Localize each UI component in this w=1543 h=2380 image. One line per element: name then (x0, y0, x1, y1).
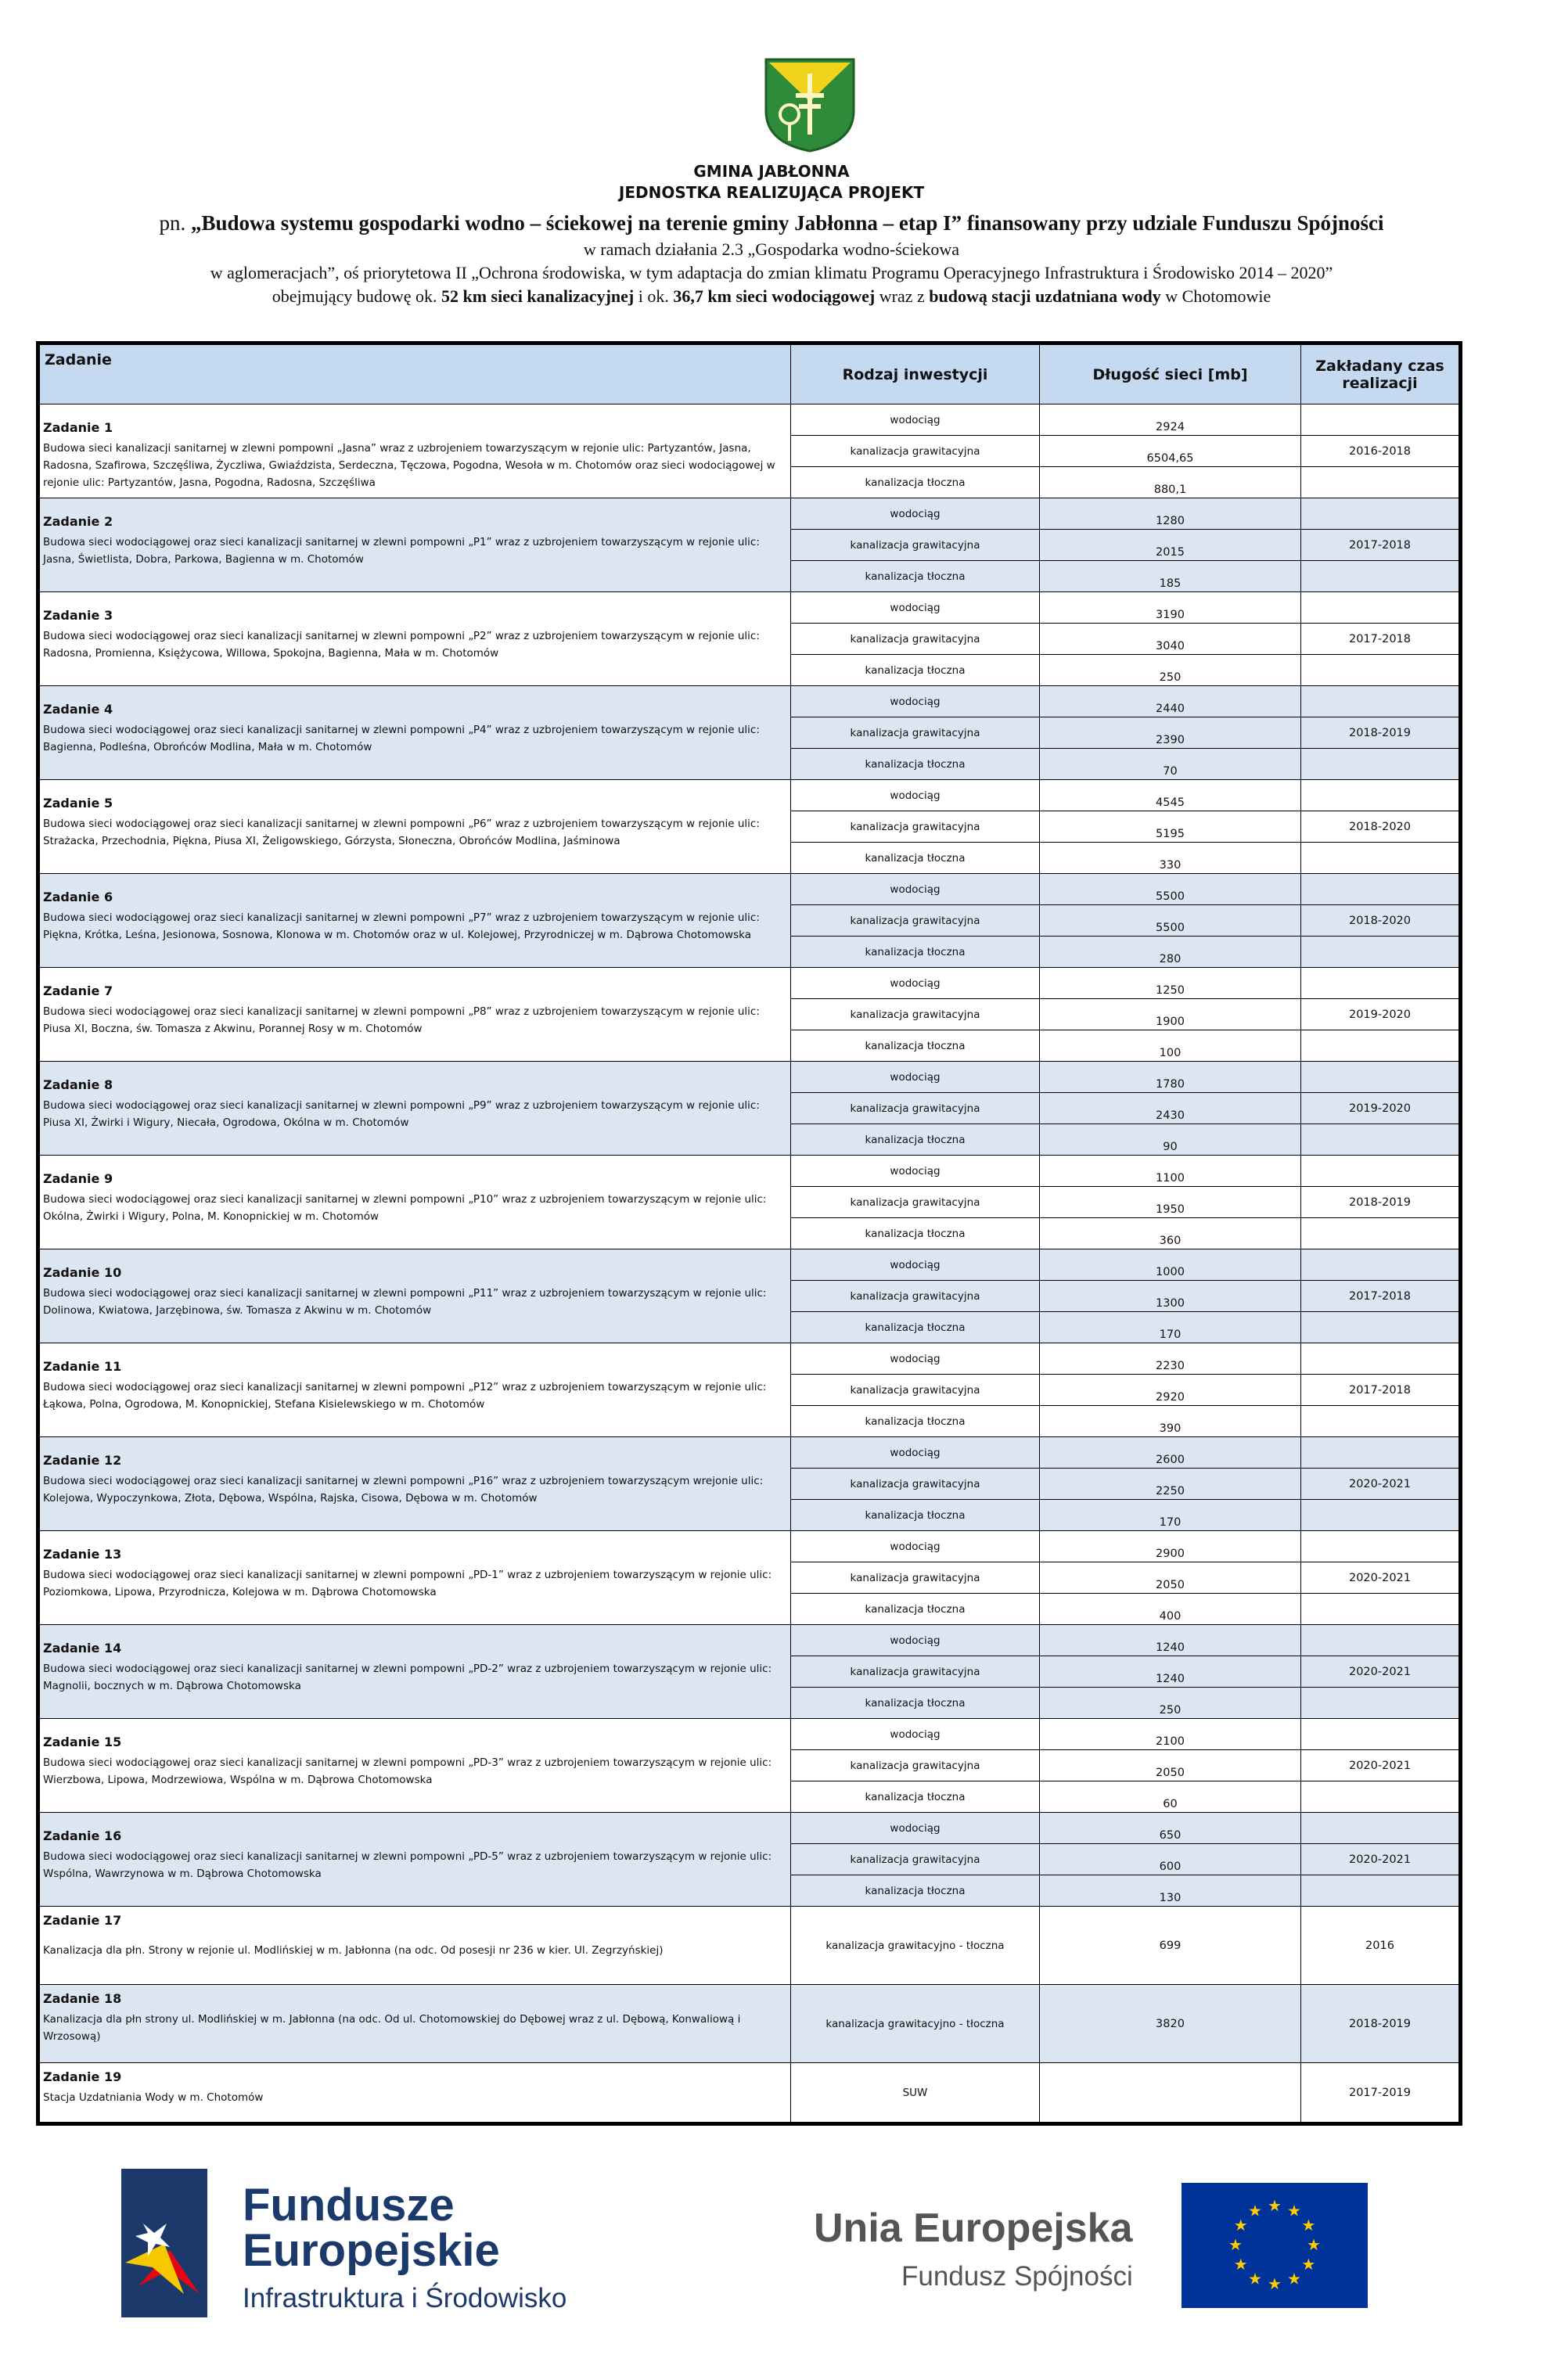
eu-star-icon: ★ (1228, 2237, 1243, 2254)
task-description-cell (38, 404, 791, 498)
network-length: 1280 (1040, 498, 1301, 530)
realization-period: 2019-2020 (1301, 1093, 1461, 1124)
investment-type: wodociąg (791, 1156, 1040, 1187)
empty-cell (1301, 1688, 1461, 1719)
investment-type: kanalizacja tłoczna (791, 1500, 1040, 1531)
task-title: Zadanie 18 (43, 1991, 122, 2006)
investment-type: wodociąg (791, 404, 1040, 436)
realization-period: 2016-2018 (1301, 436, 1461, 467)
task-description-cell (38, 1907, 791, 1985)
task-description-cell (38, 1531, 791, 1625)
network-length: 5500 (1040, 905, 1301, 937)
empty-cell (1301, 498, 1461, 530)
task-description: Budowa sieci wodociągowej oraz sieci kanalizacji sanitarnej w zlewni pompowni „PD-1” wraz z uzbrojeniem towarzyszącym w rejonie ulic: Poziomkowa, Lipowa, Przyrodnicza, Kolejowa w m. Dąbrowa Chotomowska (43, 1569, 772, 1598)
network-length: 1100 (1040, 1156, 1301, 1187)
task-title: Zadanie 9 (43, 1171, 113, 1186)
task-description: Budowa sieci wodociągowej oraz sieci kanalizacji sanitarnej w zlewni pompowni „P1” wraz z uzbrojeniem towarzyszącym w rejonie ulic: Jasna, Świetlista, Dobra, Parkowa, Bagienna w m. Chotomów (43, 536, 760, 566)
network-length: 5500 (1040, 874, 1301, 905)
eu-star-icon: ★ (1268, 2276, 1282, 2293)
table-row (38, 2063, 1461, 2124)
investment-type: wodociąg (791, 498, 1040, 530)
task-description-cell (38, 1813, 791, 1907)
table-header (38, 343, 1461, 404)
network-length: 360 (1040, 1218, 1301, 1249)
col-czas-realizacji: Zakładany czas realizacji (1301, 343, 1461, 404)
investment-type: wodociąg (791, 968, 1040, 999)
network-length: 60 (1040, 1781, 1301, 1813)
task-description-cell (38, 1437, 791, 1531)
table-row (38, 1531, 1461, 1562)
empty-cell (1301, 1030, 1461, 1062)
realization-period: 2019-2020 (1301, 999, 1461, 1030)
table-row (38, 1156, 1461, 1187)
empty-cell (1301, 874, 1461, 905)
empty-cell (1301, 749, 1461, 780)
fundusze-europejskie-logo (121, 2169, 622, 2325)
network-length: 2900 (1040, 1531, 1301, 1562)
realization-period: 2017-2018 (1301, 1281, 1461, 1312)
investment-type: wodociąg (791, 1343, 1040, 1375)
table-row (38, 404, 1461, 436)
investment-type: wodociąg (791, 1719, 1040, 1750)
task-description-cell (38, 780, 791, 874)
investment-type: kanalizacja tłoczna (791, 1124, 1040, 1156)
task-description-cell (38, 1062, 791, 1156)
investment-type: wodociąg (791, 1813, 1040, 1844)
network-length: 880,1 (1040, 467, 1301, 498)
network-length: 1250 (1040, 968, 1301, 999)
network-length: 2430 (1040, 1093, 1301, 1124)
network-length (1040, 2063, 1301, 2124)
network-length: 5195 (1040, 811, 1301, 843)
network-length: 390 (1040, 1406, 1301, 1437)
table-row (38, 686, 1461, 717)
realization-period: 2016 (1301, 1907, 1461, 1985)
task-description: Budowa sieci kanalizacji sanitarnej w zlewni pompowni „Jasna” wraz z uzbrojeniem towarzyszącym w rejonie ulic: Partyzantów, Jasna, Radosna, Szafirowa, Szczęśliwa, Życzliwa, Gwiaździsta, Serdeczna, Tęczowa, Pogodna, Wesoła w m. Chotomów oraz sieci wodociągowej w rejonie ulic: Partyzantów, Jasna, Pogodna, Radosna, Szczęśliwa (43, 442, 775, 489)
task-description-cell (38, 1156, 791, 1249)
task-description-cell (38, 592, 791, 686)
table-row (38, 592, 1461, 624)
investment-type: wodociąg (791, 1249, 1040, 1281)
task-description: Budowa sieci wodociągowej oraz sieci kanalizacji sanitarnej w zlewni pompowni „P11” wraz z uzbrojeniem towarzyszącym w rejonie ulic: Dolinowa, Kwiatowa, Jarzębinowa, św. Tomasza z Akwinu w m. Chotomów (43, 1287, 767, 1317)
network-length: 2920 (1040, 1375, 1301, 1406)
eu-star-icon: ★ (1287, 2270, 1301, 2288)
investment-type: wodociąg (791, 1437, 1040, 1469)
network-length: 2390 (1040, 717, 1301, 749)
investment-type: kanalizacja tłoczna (791, 561, 1040, 592)
empty-cell (1301, 1406, 1461, 1437)
realization-period: 2020-2021 (1301, 1469, 1461, 1500)
fe-subtitle: Infrastruktura i Środowisko (243, 2283, 567, 2313)
fe-title-2: Europejskie (243, 2225, 500, 2276)
investment-type: wodociąg (791, 780, 1040, 811)
task-description-cell (38, 1249, 791, 1343)
investment-type: wodociąg (791, 1531, 1040, 1562)
task-title: Zadanie 5 (43, 796, 113, 811)
empty-cell (1301, 1437, 1461, 1469)
network-length: 1240 (1040, 1656, 1301, 1688)
tasks-table (36, 341, 1462, 2126)
project-scope: obejmujący budowę ok. 52 km sieci kanalizacyjnej i ok. 36,7 km sieci wodociągowej wraz z budową stacji uzdatniana wody w Chotomowie (272, 286, 1271, 306)
empty-cell (1301, 1875, 1461, 1907)
eu-star-icon: ★ (1233, 2217, 1248, 2234)
network-length: 699 (1040, 1907, 1301, 1985)
empty-cell (1301, 1062, 1461, 1093)
investment-type: kanalizacja grawitacyjna (791, 1656, 1040, 1688)
ue-subtitle: Fundusz Spójności (901, 2261, 1133, 2292)
task-description-cell (38, 968, 791, 1062)
investment-type: kanalizacja grawitacyjna (791, 530, 1040, 561)
network-length: 2440 (1040, 686, 1301, 717)
investment-type: kanalizacja tłoczna (791, 655, 1040, 686)
table-row (38, 1813, 1461, 1844)
task-title: Zadanie 3 (43, 608, 113, 623)
task-title: Zadanie 15 (43, 1735, 122, 1749)
table-row (38, 1719, 1461, 1750)
task-description-cell (38, 2063, 791, 2124)
eu-star-icon: ★ (1248, 2270, 1262, 2288)
task-description-cell (38, 1343, 791, 1437)
network-length: 4545 (1040, 780, 1301, 811)
empty-cell (1301, 404, 1461, 436)
project-subtitle-2: w aglomeracjach”, oś priorytetowa II „Ochrona środowiska, w tym adaptacja do zmian klimatu Programu Operacyjnego Infrastruktura i Środowisko 2014 – 2020” (210, 263, 1333, 282)
fe-title-1: Fundusze (243, 2180, 455, 2231)
empty-cell (1301, 1124, 1461, 1156)
table-row (38, 968, 1461, 999)
investment-type: kanalizacja grawitacyjna (791, 1469, 1040, 1500)
col-dlugosc-sieci: Długość sieci [mb] (1040, 343, 1301, 404)
investment-type: kanalizacja grawitacyjno - tłoczna (791, 1985, 1040, 2063)
empty-cell (1301, 1594, 1461, 1625)
network-length: 250 (1040, 1688, 1301, 1719)
empty-cell (1301, 937, 1461, 968)
table-row (38, 1907, 1461, 1985)
network-length: 2230 (1040, 1343, 1301, 1375)
col-zadanie: Zadanie (38, 343, 791, 404)
investment-type: wodociąg (791, 1062, 1040, 1093)
empty-cell (1301, 1156, 1461, 1187)
fe-emblem-icon (121, 2169, 207, 2317)
task-description: Budowa sieci wodociągowej oraz sieci kanalizacji sanitarnej w zlewni pompowni „P12” wraz z uzbrojeniem towarzyszącym w rejonie ulic: Łąkowa, Polna, Ogrodowa, M. Konopnickiej, Stefana Kisielewskiego w m. Chotomów (43, 1381, 767, 1411)
investment-type: kanalizacja grawitacyjna (791, 1750, 1040, 1781)
network-length: 170 (1040, 1500, 1301, 1531)
investment-type: wodociąg (791, 1625, 1040, 1656)
investment-type: kanalizacja grawitacyjna (791, 1281, 1040, 1312)
investment-type: kanalizacja tłoczna (791, 1218, 1040, 1249)
task-title: Zadanie 6 (43, 890, 113, 904)
empty-cell (1301, 561, 1461, 592)
empty-cell (1301, 1531, 1461, 1562)
task-title: Zadanie 14 (43, 1641, 122, 1656)
realization-period: 2017-2018 (1301, 1375, 1461, 1406)
task-description-cell (38, 686, 791, 780)
network-length: 650 (1040, 1813, 1301, 1844)
network-length: 2924 (1040, 404, 1301, 436)
task-description-cell (38, 1625, 791, 1719)
task-description: Budowa sieci wodociągowej oraz sieci kanalizacji sanitarnej w zlewni pompowni „P7” wraz z uzbrojeniem towarzyszącym w rejonie ulic: Piękna, Krótka, Leśna, Jesionowa, Sosnowa, Klonowa w m. Chotomów oraz w ul. Kolejowej, Przyrodniczej w m. Dąbrowa Chotomowska (43, 911, 760, 941)
table-row (38, 1437, 1461, 1469)
network-length: 170 (1040, 1312, 1301, 1343)
empty-cell (1301, 780, 1461, 811)
investment-type: kanalizacja tłoczna (791, 749, 1040, 780)
task-title: Zadanie 17 (43, 1913, 122, 1928)
task-description: Budowa sieci wodociągowej oraz sieci kanalizacji sanitarnej w zlewni pompowni „P10” wraz z uzbrojeniem towarzyszącym w rejonie ulic: Okólna, Żwirki i Wigury, Polna, M. Konopnickiej w m. Chotomów (43, 1193, 767, 1223)
network-length: 2600 (1040, 1437, 1301, 1469)
empty-cell (1301, 592, 1461, 624)
task-description: Budowa sieci wodociągowej oraz sieci kanalizacji sanitarnej w zlewni pompowni „PD-3” wraz z uzbrojeniem towarzyszącym w rejonie ulic: Wierzbowa, Lipowa, Modrzewiowa, Wspólna w m. Dąbrowa Chotomowska (43, 1756, 772, 1786)
org-unit: JEDNOSTKA REALIZUJĄCA PROJEKT (618, 183, 925, 202)
task-description-cell (38, 874, 791, 968)
investment-type: kanalizacja grawitacyjna (791, 624, 1040, 655)
investment-type: SUW (791, 2063, 1040, 2124)
investment-type: kanalizacja grawitacyjna (791, 999, 1040, 1030)
network-length: 600 (1040, 1844, 1301, 1875)
investment-type: kanalizacja tłoczna (791, 1594, 1040, 1625)
table-row (38, 498, 1461, 530)
col-rodzaj-inwestycji: Rodzaj inwestycji (791, 343, 1040, 404)
table-row (38, 1625, 1461, 1656)
network-length: 2050 (1040, 1562, 1301, 1594)
task-description: Budowa sieci wodociągowej oraz sieci kanalizacji sanitarnej w zlewni pompowni „PD-2” wraz z uzbrojeniem towarzyszącym w rejonie ulic: Magnolii, bocznych w m. Dąbrowa Chotomowska (43, 1663, 772, 1692)
network-length: 2250 (1040, 1469, 1301, 1500)
empty-cell (1301, 1625, 1461, 1656)
investment-type: kanalizacja grawitacyjna (791, 1093, 1040, 1124)
eu-star-icon: ★ (1268, 2198, 1282, 2215)
empty-cell (1301, 1719, 1461, 1750)
project-title: pn. „Budowa systemu gospodarki wodno – ściekowej na terenie gminy Jabłonna – etap I” finansowany przy udziale Funduszu Spójności (159, 211, 1384, 235)
realization-period: 2020-2021 (1301, 1656, 1461, 1688)
investment-type: kanalizacja grawitacyjna (791, 1187, 1040, 1218)
investment-type: kanalizacja tłoczna (791, 1312, 1040, 1343)
investment-type: kanalizacja grawitacyjna (791, 905, 1040, 937)
network-length: 1000 (1040, 1249, 1301, 1281)
investment-type: kanalizacja tłoczna (791, 1781, 1040, 1813)
investment-type: kanalizacja grawitacyjna (791, 1375, 1040, 1406)
org-name: GMINA JABŁONNA (693, 162, 850, 181)
eu-star-icon: ★ (1287, 2202, 1301, 2220)
investment-type: wodociąg (791, 686, 1040, 717)
eu-star-icon: ★ (1248, 2202, 1262, 2220)
table-row (38, 1985, 1461, 2063)
coat-of-arms (763, 56, 857, 153)
task-description: Budowa sieci wodociągowej oraz sieci kanalizacji sanitarnej w zlewni pompowni „P2” wraz z uzbrojeniem towarzyszącym w rejonie ulic: Radosna, Promienna, Księżycowa, Willowa, Spokojna, Bagienna, Mała w m. Chotomów (43, 630, 760, 660)
table-row (38, 874, 1461, 905)
network-length: 70 (1040, 749, 1301, 780)
eu-flag-icon (1182, 2183, 1368, 2308)
task-title: Zadanie 2 (43, 514, 113, 529)
realization-period: 2017-2019 (1301, 2063, 1461, 2124)
investment-type: kanalizacja grawitacyjna (791, 811, 1040, 843)
investment-type: wodociąg (791, 592, 1040, 624)
task-title: Zadanie 19 (43, 2069, 122, 2084)
eu-star-icon: ★ (1301, 2217, 1316, 2234)
network-length: 1780 (1040, 1062, 1301, 1093)
task-description: Budowa sieci wodociągowej oraz sieci kanalizacji sanitarnej w zlewni pompowni „P8” wraz z uzbrojeniem towarzyszącym w rejonie ulic: Piusa XI, Boczna, św. Tomasza z Akwinu, Porannej Rosy w m. Chotomów (43, 1005, 760, 1035)
investment-type: kanalizacja tłoczna (791, 1030, 1040, 1062)
realization-period: 2020-2021 (1301, 1844, 1461, 1875)
investment-type: kanalizacja grawitacyjna (791, 436, 1040, 467)
investment-type: kanalizacja tłoczna (791, 937, 1040, 968)
network-length: 6504,65 (1040, 436, 1301, 467)
task-description: Kanalizacja dla płn. Strony w rejonie ul. Modlińskiej w m. Jabłonna (na odc. Od posesji nr 236 w kier. Ul. Zegrzyńskiej) (43, 1944, 664, 1957)
network-length: 1300 (1040, 1281, 1301, 1312)
network-length: 400 (1040, 1594, 1301, 1625)
network-length: 130 (1040, 1875, 1301, 1907)
table-row (38, 1062, 1461, 1093)
task-description: Budowa sieci wodociągowej oraz sieci kanalizacji sanitarnej w zlewni pompowni „P16” wraz z uzbrojeniem towarzyszącym wrejonie ulic: Kolejowa, Wypoczynkowa, Złota, Dębowa, Wspólna, Rajska, Cisowa, Dębowa w m. Chotomów (43, 1475, 764, 1505)
task-title: Zadanie 10 (43, 1265, 122, 1280)
network-length: 1240 (1040, 1625, 1301, 1656)
network-length: 1950 (1040, 1187, 1301, 1218)
investment-type: kanalizacja tłoczna (791, 843, 1040, 874)
project-subtitle-1: w ramach działania 2.3 „Gospodarka wodno-ściekowa (583, 239, 960, 259)
network-length: 1900 (1040, 999, 1301, 1030)
task-description: Stacja Uzdatniania Wody w m. Chotomów (43, 2091, 264, 2104)
network-length: 330 (1040, 843, 1301, 874)
task-description: Budowa sieci wodociągowej oraz sieci kanalizacji sanitarnej w zlewni pompowni „P9” wraz z uzbrojeniem towarzyszącym w rejonie ulic: Piusa XI, Żwirki i Wigury, Niecała, Ogrodowa, Okólna w m. Chotomów (43, 1099, 760, 1129)
task-title: Zadanie 4 (43, 702, 113, 717)
empty-cell (1301, 968, 1461, 999)
investment-type: kanalizacja grawitacyjno - tłoczna (791, 1907, 1040, 1985)
task-title: Zadanie 12 (43, 1453, 122, 1468)
realization-period: 2018-2020 (1301, 811, 1461, 843)
eu-star-icon: ★ (1233, 2256, 1248, 2274)
realization-period: 2017-2018 (1301, 624, 1461, 655)
task-title: Zadanie 16 (43, 1828, 122, 1843)
network-length: 3190 (1040, 592, 1301, 624)
task-title: Zadanie 1 (43, 420, 113, 435)
task-title: Zadanie 7 (43, 983, 113, 998)
network-length: 90 (1040, 1124, 1301, 1156)
network-length: 3040 (1040, 624, 1301, 655)
realization-period: 2017-2018 (1301, 530, 1461, 561)
eu-star-icon: ★ (1301, 2256, 1316, 2274)
table-row (38, 1249, 1461, 1281)
investment-type: kanalizacja tłoczna (791, 1688, 1040, 1719)
empty-cell (1301, 1249, 1461, 1281)
investment-type: kanalizacja tłoczna (791, 1406, 1040, 1437)
network-length: 280 (1040, 937, 1301, 968)
network-length: 3820 (1040, 1985, 1301, 2063)
empty-cell (1301, 1781, 1461, 1813)
empty-cell (1301, 1813, 1461, 1844)
investment-type: kanalizacja tłoczna (791, 1875, 1040, 1907)
empty-cell (1301, 655, 1461, 686)
empty-cell (1301, 686, 1461, 717)
empty-cell (1301, 1343, 1461, 1375)
empty-cell (1301, 1218, 1461, 1249)
realization-period: 2018-2019 (1301, 1187, 1461, 1218)
task-description: Kanalizacja dla płn strony ul. Modlińskiej w m. Jabłonna (na odc. Od ul. Chotomowskiej do Dębowej wraz z ul. Dębową, Konwaliową i Wrzosową) (43, 2013, 741, 2043)
investment-type: wodociąg (791, 874, 1040, 905)
network-length: 100 (1040, 1030, 1301, 1062)
empty-cell (1301, 1500, 1461, 1531)
task-title: Zadanie 11 (43, 1359, 122, 1374)
task-description-cell (38, 1719, 791, 1813)
task-description: Budowa sieci wodociągowej oraz sieci kanalizacji sanitarnej w zlewni pompowni „PD-5” wraz z uzbrojeniem towarzyszącym w rejonie ulic: Wspólna, Wawrzynowa w m. Dąbrowa Chotomowska (43, 1850, 772, 1880)
realization-period: 2020-2021 (1301, 1750, 1461, 1781)
eu-star-icon: ★ (1307, 2237, 1321, 2254)
task-title: Zadanie 13 (43, 1547, 122, 1562)
investment-type: kanalizacja grawitacyjna (791, 717, 1040, 749)
unia-europejska-logo (814, 2183, 1408, 2331)
realization-period: 2018-2019 (1301, 1985, 1461, 2063)
network-length: 2100 (1040, 1719, 1301, 1750)
empty-cell (1301, 1312, 1461, 1343)
task-description-cell (38, 498, 791, 592)
network-length: 2050 (1040, 1750, 1301, 1781)
table-row (38, 1343, 1461, 1375)
empty-cell (1301, 843, 1461, 874)
table-row (38, 780, 1461, 811)
investment-type: kanalizacja grawitacyjna (791, 1562, 1040, 1594)
task-title: Zadanie 8 (43, 1077, 113, 1092)
ue-title: Unia Europejska (814, 2206, 1133, 2251)
network-length: 250 (1040, 655, 1301, 686)
network-length: 185 (1040, 561, 1301, 592)
investment-type: kanalizacja tłoczna (791, 467, 1040, 498)
investment-type: kanalizacja grawitacyjna (791, 1844, 1040, 1875)
task-description-cell (38, 1985, 791, 2063)
realization-period: 2018-2019 (1301, 717, 1461, 749)
realization-period: 2020-2021 (1301, 1562, 1461, 1594)
task-description: Budowa sieci wodociągowej oraz sieci kanalizacji sanitarnej w zlewni pompowni „P6” wraz z uzbrojeniem towarzyszącym w rejonie ulic: Strażacka, Przechodnia, Piękna, Piusa XI, Żeligowskiego, Górzysta, Słoneczna, Obrońców Modlina, Jaśminowa (43, 818, 760, 847)
network-length: 2015 (1040, 530, 1301, 561)
realization-period: 2018-2020 (1301, 905, 1461, 937)
empty-cell (1301, 467, 1461, 498)
task-description: Budowa sieci wodociągowej oraz sieci kanalizacji sanitarnej w zlewni pompowni „P4” wraz z uzbrojeniem towarzyszącym w rejonie ulic: Bagienna, Podleśna, Obrońców Modlina, Mała w m. Chotomów (43, 724, 760, 753)
